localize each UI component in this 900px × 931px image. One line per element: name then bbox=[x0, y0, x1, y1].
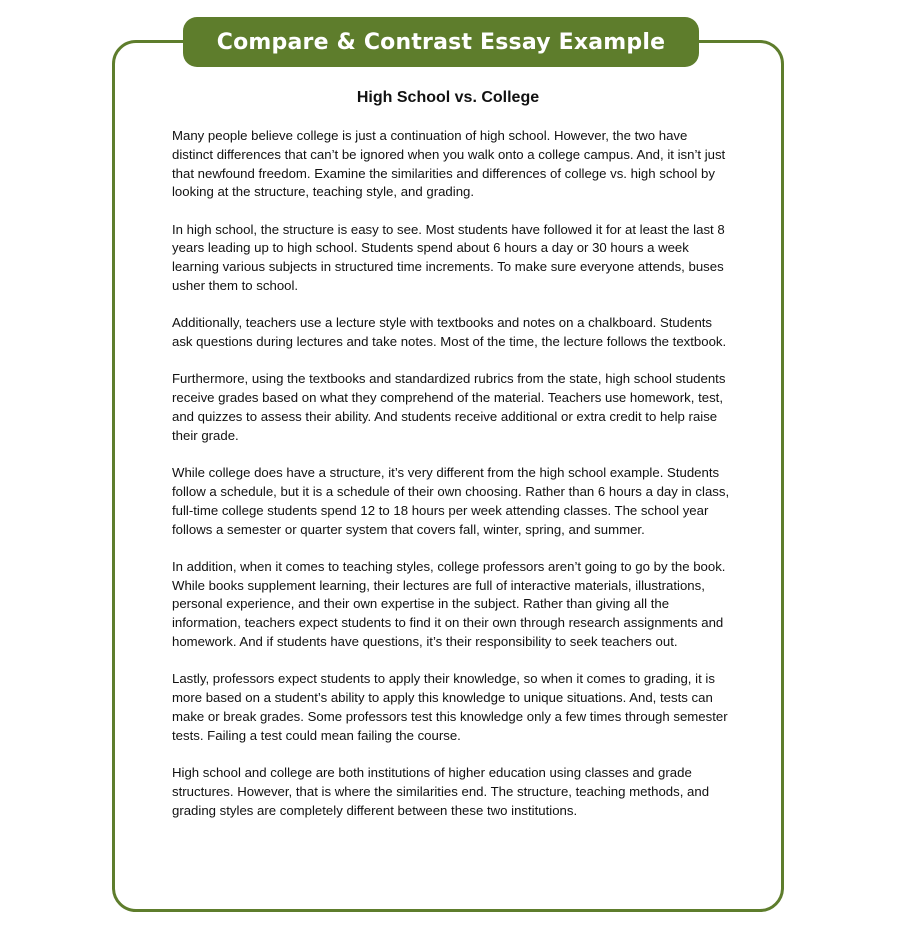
essay-paragraph-conclusion: High school and college are both institutions of higher education using classes and grade structures. However, that is where the similarities end. The structure, teaching methods, and grading styles are completely different between these two institutions. bbox=[172, 765, 710, 818]
essay-paragraph-intro: Many people believe college is just a continuation of high school. However, the two have distinct differences that can’t be ignored when you walk onto a college campus. And, it isn’t just that newfound freedom. Examine the similarities and differences of college vs. high school by looking at the structure, teaching style, and grading. bbox=[172, 128, 726, 200]
essay-paragraph-college-grading: Lastly, professors expect students to apply their knowledge, so when it comes to grading, it is more based on a student’s ability to apply this knowledge to unique situations. And, tests can make or break grades. Some professors test this knowledge only a few times through semester tests. Failing a test could mean failing the course. bbox=[172, 671, 728, 743]
essay-paragraph-hs-teaching: Additionally, teachers use a lecture style with textbooks and notes on a chalkboard. Students ask questions during lectures and take notes. Most of the time, the lecture follows the textbook. bbox=[172, 315, 727, 350]
essay-title: High School vs. College bbox=[356, 89, 540, 106]
essay-paragraph-college-structure: While college does have a structure, it’s very different from the high school example. Students follow a schedule, but it is a schedule of their own choosing. Rather than 6 hours a day in class, full-time college students spend 12 to 18 hours per week attending classes. The school year follows a semester or quarter system that covers fall, winter, spring, and summer. bbox=[172, 465, 730, 537]
banner-title: Compare & Contrast Essay Example bbox=[216, 29, 666, 55]
essay-paragraph-hs-grading: Furthermore, using the textbooks and standardized rubrics from the state, high school students receive grades based on what they comprehend of the material. Teachers use homework, test, and quizzes to assess their ability. And students receive additional or extra credit to help raise their grade. bbox=[172, 371, 726, 443]
essay-body bbox=[172, 127, 732, 839]
essay-paragraph-college-teaching: In addition, when it comes to teaching styles, college professors aren’t going to go by the book. While books supplement learning, their lectures are full of interactive materials, illustrations, personal experience, and their own expertise in the subject. Rather than giving all the information, teachers expect students to find it on their own through research assignments and homework. And if students have questions, it’s their responsibility to seek teachers out. bbox=[172, 558, 726, 650]
banner bbox=[183, 17, 699, 67]
essay-paragraph-hs-structure: In high school, the structure is easy to see. Most students have followed it for at least the last 8 years leading up to high school. Students spend about 6 hours a day or 30 hours a week learning various subjects in structured time increments. To make sure everyone attends, buses usher them to school. bbox=[172, 221, 725, 294]
